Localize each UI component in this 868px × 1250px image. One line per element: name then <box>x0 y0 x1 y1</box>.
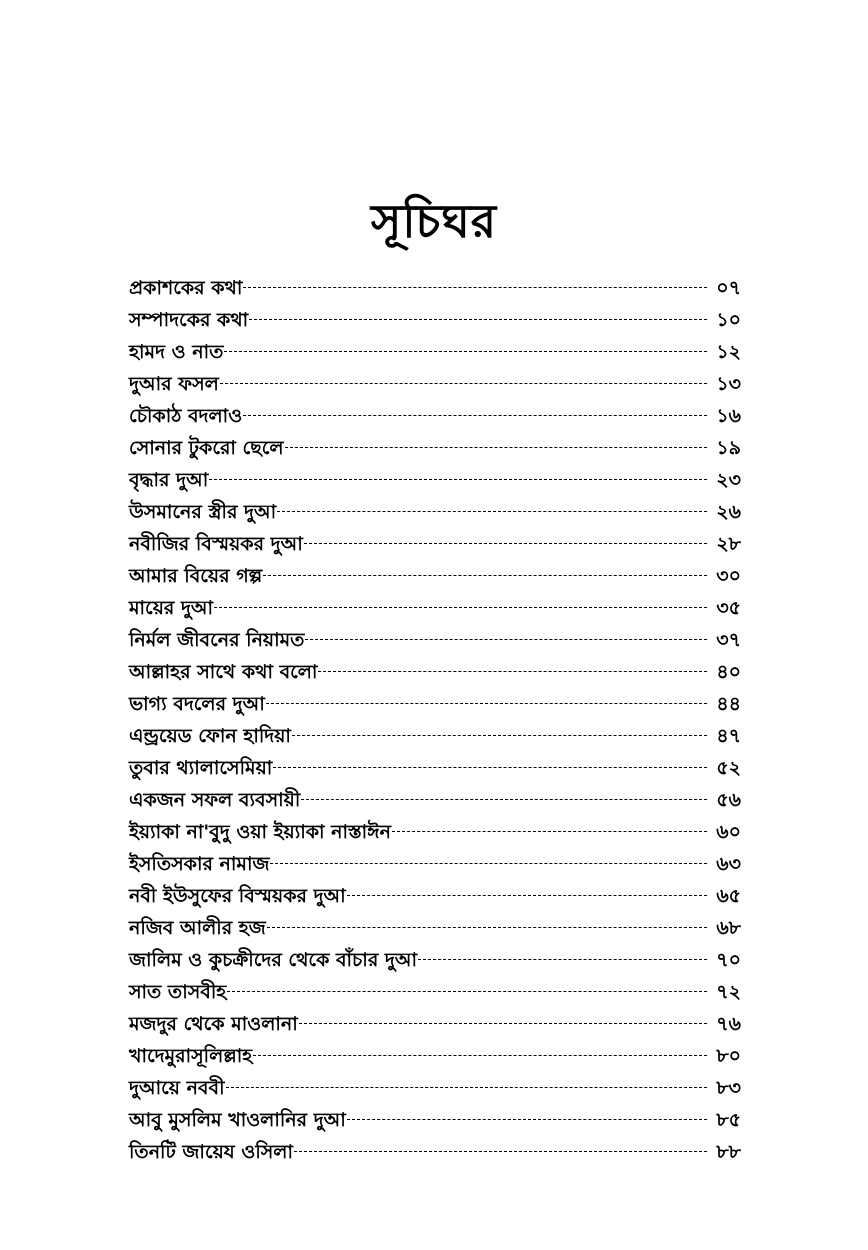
toc-entry-title: চৌকাঠ বদলাও <box>129 405 243 427</box>
toc-entry <box>129 560 741 592</box>
toc-entry-page-number: ১৬ <box>716 405 741 427</box>
toc-entry <box>129 912 741 944</box>
toc-entry-page-number: ৭২ <box>716 981 741 1003</box>
toc-leader-dashes <box>304 542 707 544</box>
toc-entry-page-number: ৬০ <box>716 821 741 843</box>
toc-entry-title: প্রকাশকের কথা <box>129 277 243 299</box>
toc-entry-page-number: ৩০ <box>716 565 741 587</box>
toc-entry-page-number: ৬৫ <box>716 885 741 907</box>
toc-leader-dashes <box>224 350 707 352</box>
toc-entry <box>129 816 741 848</box>
toc-entry <box>129 1104 741 1136</box>
toc-entry-title: বৃদ্ধার দুআ <box>129 469 209 491</box>
toc-entry-page-number: ৪৭ <box>716 725 741 747</box>
toc-entry <box>129 752 741 784</box>
toc-leader-dashes <box>253 1054 707 1056</box>
toc-leader-dashes <box>318 670 707 672</box>
toc-entry-page-number: ৮০ <box>716 1045 741 1067</box>
toc-entry-page-number: ২৮ <box>716 533 741 555</box>
toc-entry-page-number: ৭০ <box>716 949 741 971</box>
toc-entry-page-number: ৩৫ <box>716 597 741 619</box>
toc-entry-title: নির্মল জীবনের নিয়ামত <box>129 629 305 651</box>
toc-leader-dashes <box>263 574 707 576</box>
toc-entry-title: মজদুর থেকে মাওলানা <box>129 1013 298 1035</box>
toc-entry-title: সাত তাসবীহ <box>129 981 227 1003</box>
toc-entry-page-number: ১৯ <box>716 437 741 459</box>
toc-leader-dashes <box>277 510 707 512</box>
toc-leader-dashes <box>267 926 707 928</box>
toc-leader-dashes <box>209 478 707 480</box>
toc-leader-dashes <box>273 766 707 768</box>
toc-entry <box>129 592 741 624</box>
toc-entry-title: জালিম ও কুচক্রীদের থেকে বাঁচার দুআ <box>129 949 418 971</box>
toc-entry-title: সোনার টুকরো ছেলে <box>129 437 284 459</box>
toc-leader-dashes <box>301 798 707 800</box>
toc-leader-dashes <box>220 382 707 384</box>
toc-entry-page-number: ৮৫ <box>716 1109 741 1131</box>
toc-entry-page-number: ৮৩ <box>716 1077 741 1099</box>
toc-entry-title: মায়ের দুআ <box>129 597 214 619</box>
toc-entry-title: দুআয়ে নববী <box>129 1077 225 1099</box>
toc-entry <box>129 1136 741 1168</box>
toc-entry-title: নজিব আলীর হজ <box>129 917 266 939</box>
toc-entry-page-number: ৫২ <box>716 757 741 779</box>
toc-entry-title: তিনটি জায়েয ওসিলা <box>129 1141 293 1163</box>
toc-entry <box>129 880 741 912</box>
toc-entry-page-number: ৫৬ <box>716 789 741 811</box>
toc-leader-dashes <box>226 1086 707 1088</box>
toc-leader-dashes <box>243 286 707 288</box>
toc-entry-page-number: ৬৮ <box>716 917 741 939</box>
toc-entry-page-number: ১০ <box>716 309 741 331</box>
toc-leader-dashes <box>266 702 707 704</box>
toc-entry-title: নবী ইউসুফের বিস্ময়কর দুআ <box>129 885 346 907</box>
toc-entry-page-number: ১২ <box>716 341 741 363</box>
toc-leader-dashes <box>270 862 707 864</box>
toc-entry-title: নবীজির বিস্ময়কর দুআ <box>129 533 303 555</box>
toc-entry <box>129 336 741 368</box>
toc-entry-page-number: ৬৩ <box>716 853 741 875</box>
toc-entry-title: উসমানের স্ত্রীর দুআ <box>129 501 277 523</box>
toc-leader-dashes <box>294 1150 707 1152</box>
toc-entry <box>129 400 741 432</box>
toc-leader-dashes <box>214 606 707 608</box>
toc-entry-title: সম্পাদকের কথা <box>129 309 249 331</box>
toc-entry-page-number: ৪০ <box>716 661 741 683</box>
toc-entry-title: ইয়্যাকা না'বুদু ওয়া ইয়্যাকা নাস্তাঈন <box>129 821 391 843</box>
toc-entry <box>129 848 741 880</box>
table-of-contents <box>129 272 741 1168</box>
toc-entry <box>129 272 741 304</box>
toc-entry-page-number: ৩৭ <box>716 629 741 651</box>
toc-leader-dashes <box>305 638 707 640</box>
toc-entry <box>129 624 741 656</box>
toc-entry-page-number: ৮৮ <box>716 1141 741 1163</box>
toc-entry-page-number: ২৩ <box>716 469 741 491</box>
toc-entry-page-number: ৪৪ <box>716 693 741 715</box>
toc-entry <box>129 432 741 464</box>
toc-entry <box>129 976 741 1008</box>
toc-entry-title: আবু মুসলিম খাওলানির দুআ <box>129 1109 346 1131</box>
toc-leader-dashes <box>292 734 707 736</box>
toc-entry <box>129 368 741 400</box>
toc-entry-title: আল্লাহর সাথে কথা বলো <box>129 661 318 683</box>
toc-entry-title: আমার বিয়ের গল্প <box>129 565 263 587</box>
toc-entry-title: তুবার থ্যালাসেমিয়া <box>129 757 273 779</box>
toc-entry-title: ইসতিসকার নামাজ <box>129 853 270 875</box>
toc-leader-dashes <box>285 446 707 448</box>
toc-entry-title: ভাগ্য বদলের দুআ <box>129 693 265 715</box>
toc-leader-dashes <box>227 990 707 992</box>
page-title: সূচিঘর <box>370 194 498 248</box>
toc-entry <box>129 496 741 528</box>
toc-entry <box>129 944 741 976</box>
toc-leader-dashes <box>249 318 707 320</box>
toc-leader-dashes <box>299 1022 707 1024</box>
toc-leader-dashes <box>347 894 707 896</box>
toc-entry-title: খাদেমুরাসূলিল্লাহ <box>129 1045 253 1067</box>
toc-entry <box>129 1040 741 1072</box>
toc-entry <box>129 1072 741 1104</box>
toc-leader-dashes <box>392 830 707 832</box>
toc-entry-page-number: ১৩ <box>716 373 741 395</box>
toc-entry-page-number: ২৬ <box>716 501 741 523</box>
toc-leader-dashes <box>418 958 707 960</box>
toc-entry <box>129 784 741 816</box>
toc-entry <box>129 688 741 720</box>
toc-entry <box>129 720 741 752</box>
toc-leader-dashes <box>243 414 707 416</box>
toc-entry <box>129 1008 741 1040</box>
toc-leader-dashes <box>347 1118 707 1120</box>
toc-entry-title: একজন সফল ব্যবসায়ী <box>129 789 301 811</box>
toc-entry <box>129 304 741 336</box>
toc-entry-page-number: ০৭ <box>716 277 741 299</box>
toc-entry-title: হামদ ও নাত <box>129 341 224 363</box>
toc-entry-title: দুআর ফসল <box>129 373 219 395</box>
toc-entry-title: এন্ড্রয়েড ফোন হাদিয়া <box>129 725 291 747</box>
toc-entry-page-number: ৭৬ <box>716 1013 741 1035</box>
toc-entry <box>129 528 741 560</box>
toc-entry <box>129 656 741 688</box>
toc-entry <box>129 464 741 496</box>
